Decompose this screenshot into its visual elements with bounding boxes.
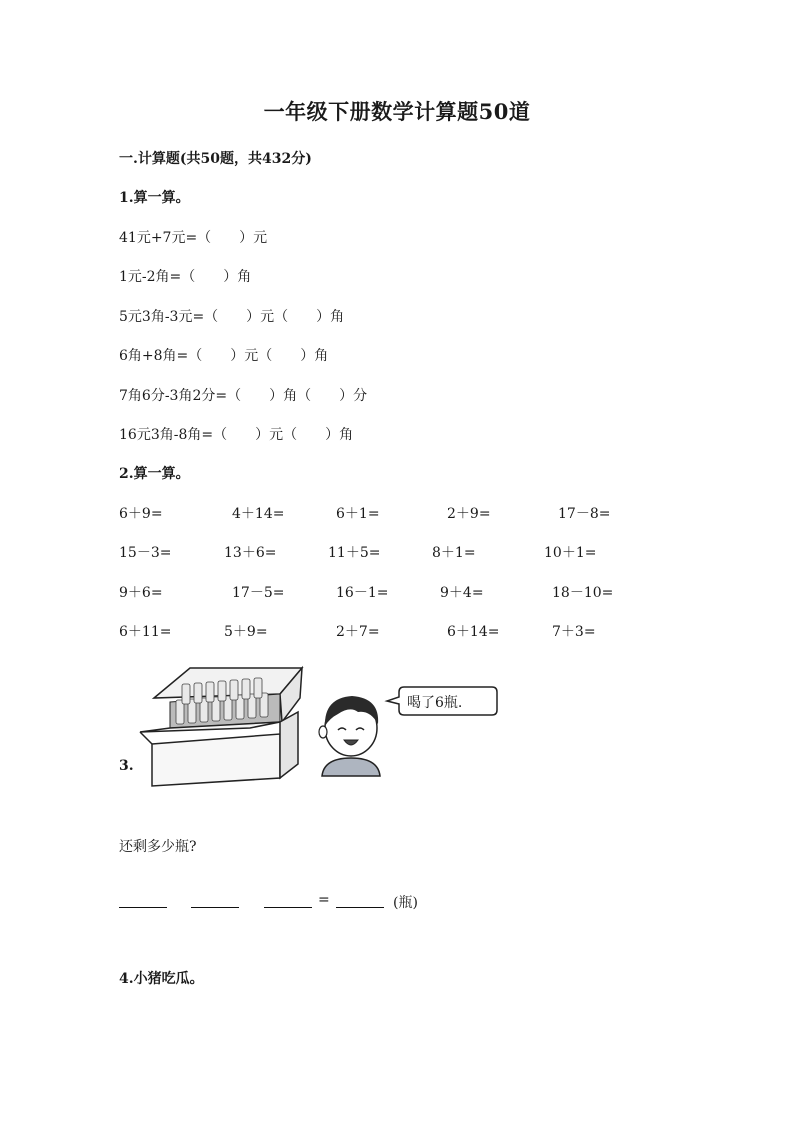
question-2-label: 2.算一算。	[119, 466, 190, 482]
arithmetic-item: 8＋1=	[432, 545, 476, 561]
arithmetic-item: 6＋14=	[447, 624, 500, 640]
arithmetic-item: 4＋14=	[232, 506, 285, 522]
question-4-label: 4.小猪吃瓜。	[119, 971, 204, 987]
question-1-label: 1.算一算。	[119, 190, 190, 206]
money-problem-line: 7角6分-3角2分=（ ）角（ ）分	[119, 388, 368, 404]
answer-blank[interactable]	[119, 907, 167, 908]
unit-label: (瓶)	[393, 895, 418, 911]
arithmetic-item: 16－1=	[336, 585, 389, 601]
arithmetic-item: 5＋9=	[224, 624, 268, 640]
equals-sign: =	[318, 892, 330, 908]
page-title: 一年级下册数学计算题50道	[263, 99, 531, 124]
money-problem-line: 5元3角-3元=（ ）元（ ）角	[119, 309, 345, 325]
arithmetic-item: 17－8=	[558, 506, 611, 522]
boy-illustration	[314, 680, 388, 784]
arithmetic-item: 10＋1=	[544, 545, 597, 561]
arithmetic-item: 6＋1=	[336, 506, 380, 522]
arithmetic-item: 2＋9=	[447, 506, 491, 522]
arithmetic-item: 13＋6=	[224, 545, 277, 561]
arithmetic-item: 17－5=	[232, 585, 285, 601]
arithmetic-item: 6＋11=	[119, 624, 172, 640]
question-3-label: 3.	[119, 758, 134, 774]
question-3-prompt: 还剩多少瓶?	[119, 839, 197, 855]
arithmetic-item: 15－3=	[119, 545, 172, 561]
arithmetic-item: 9＋4=	[440, 585, 484, 601]
answer-blank[interactable]	[191, 907, 239, 908]
money-problem-line: 6角+8角=（ ）元（ ）角	[119, 348, 329, 364]
arithmetic-item: 18－10=	[552, 585, 614, 601]
answer-blank[interactable]	[264, 907, 312, 908]
arithmetic-item: 11＋5=	[328, 545, 381, 561]
answer-blank[interactable]	[336, 907, 384, 908]
bottle-crate-illustration	[130, 662, 310, 790]
arithmetic-item: 2＋7=	[336, 624, 380, 640]
money-problem-line: 1元-2角=（ ）角	[119, 269, 252, 285]
speech-text: 喝了6瓶.	[407, 695, 463, 711]
section-heading: 一.计算题(共50题，共432分)	[119, 151, 312, 167]
arithmetic-item: 7＋3=	[552, 624, 596, 640]
arithmetic-item: 6＋9=	[119, 506, 163, 522]
money-problem-line: 41元+7元=（ ）元	[119, 230, 268, 246]
arithmetic-item: 9＋6=	[119, 585, 163, 601]
money-problem-line: 16元3角-8角=（ ）元（ ）角	[119, 427, 354, 443]
